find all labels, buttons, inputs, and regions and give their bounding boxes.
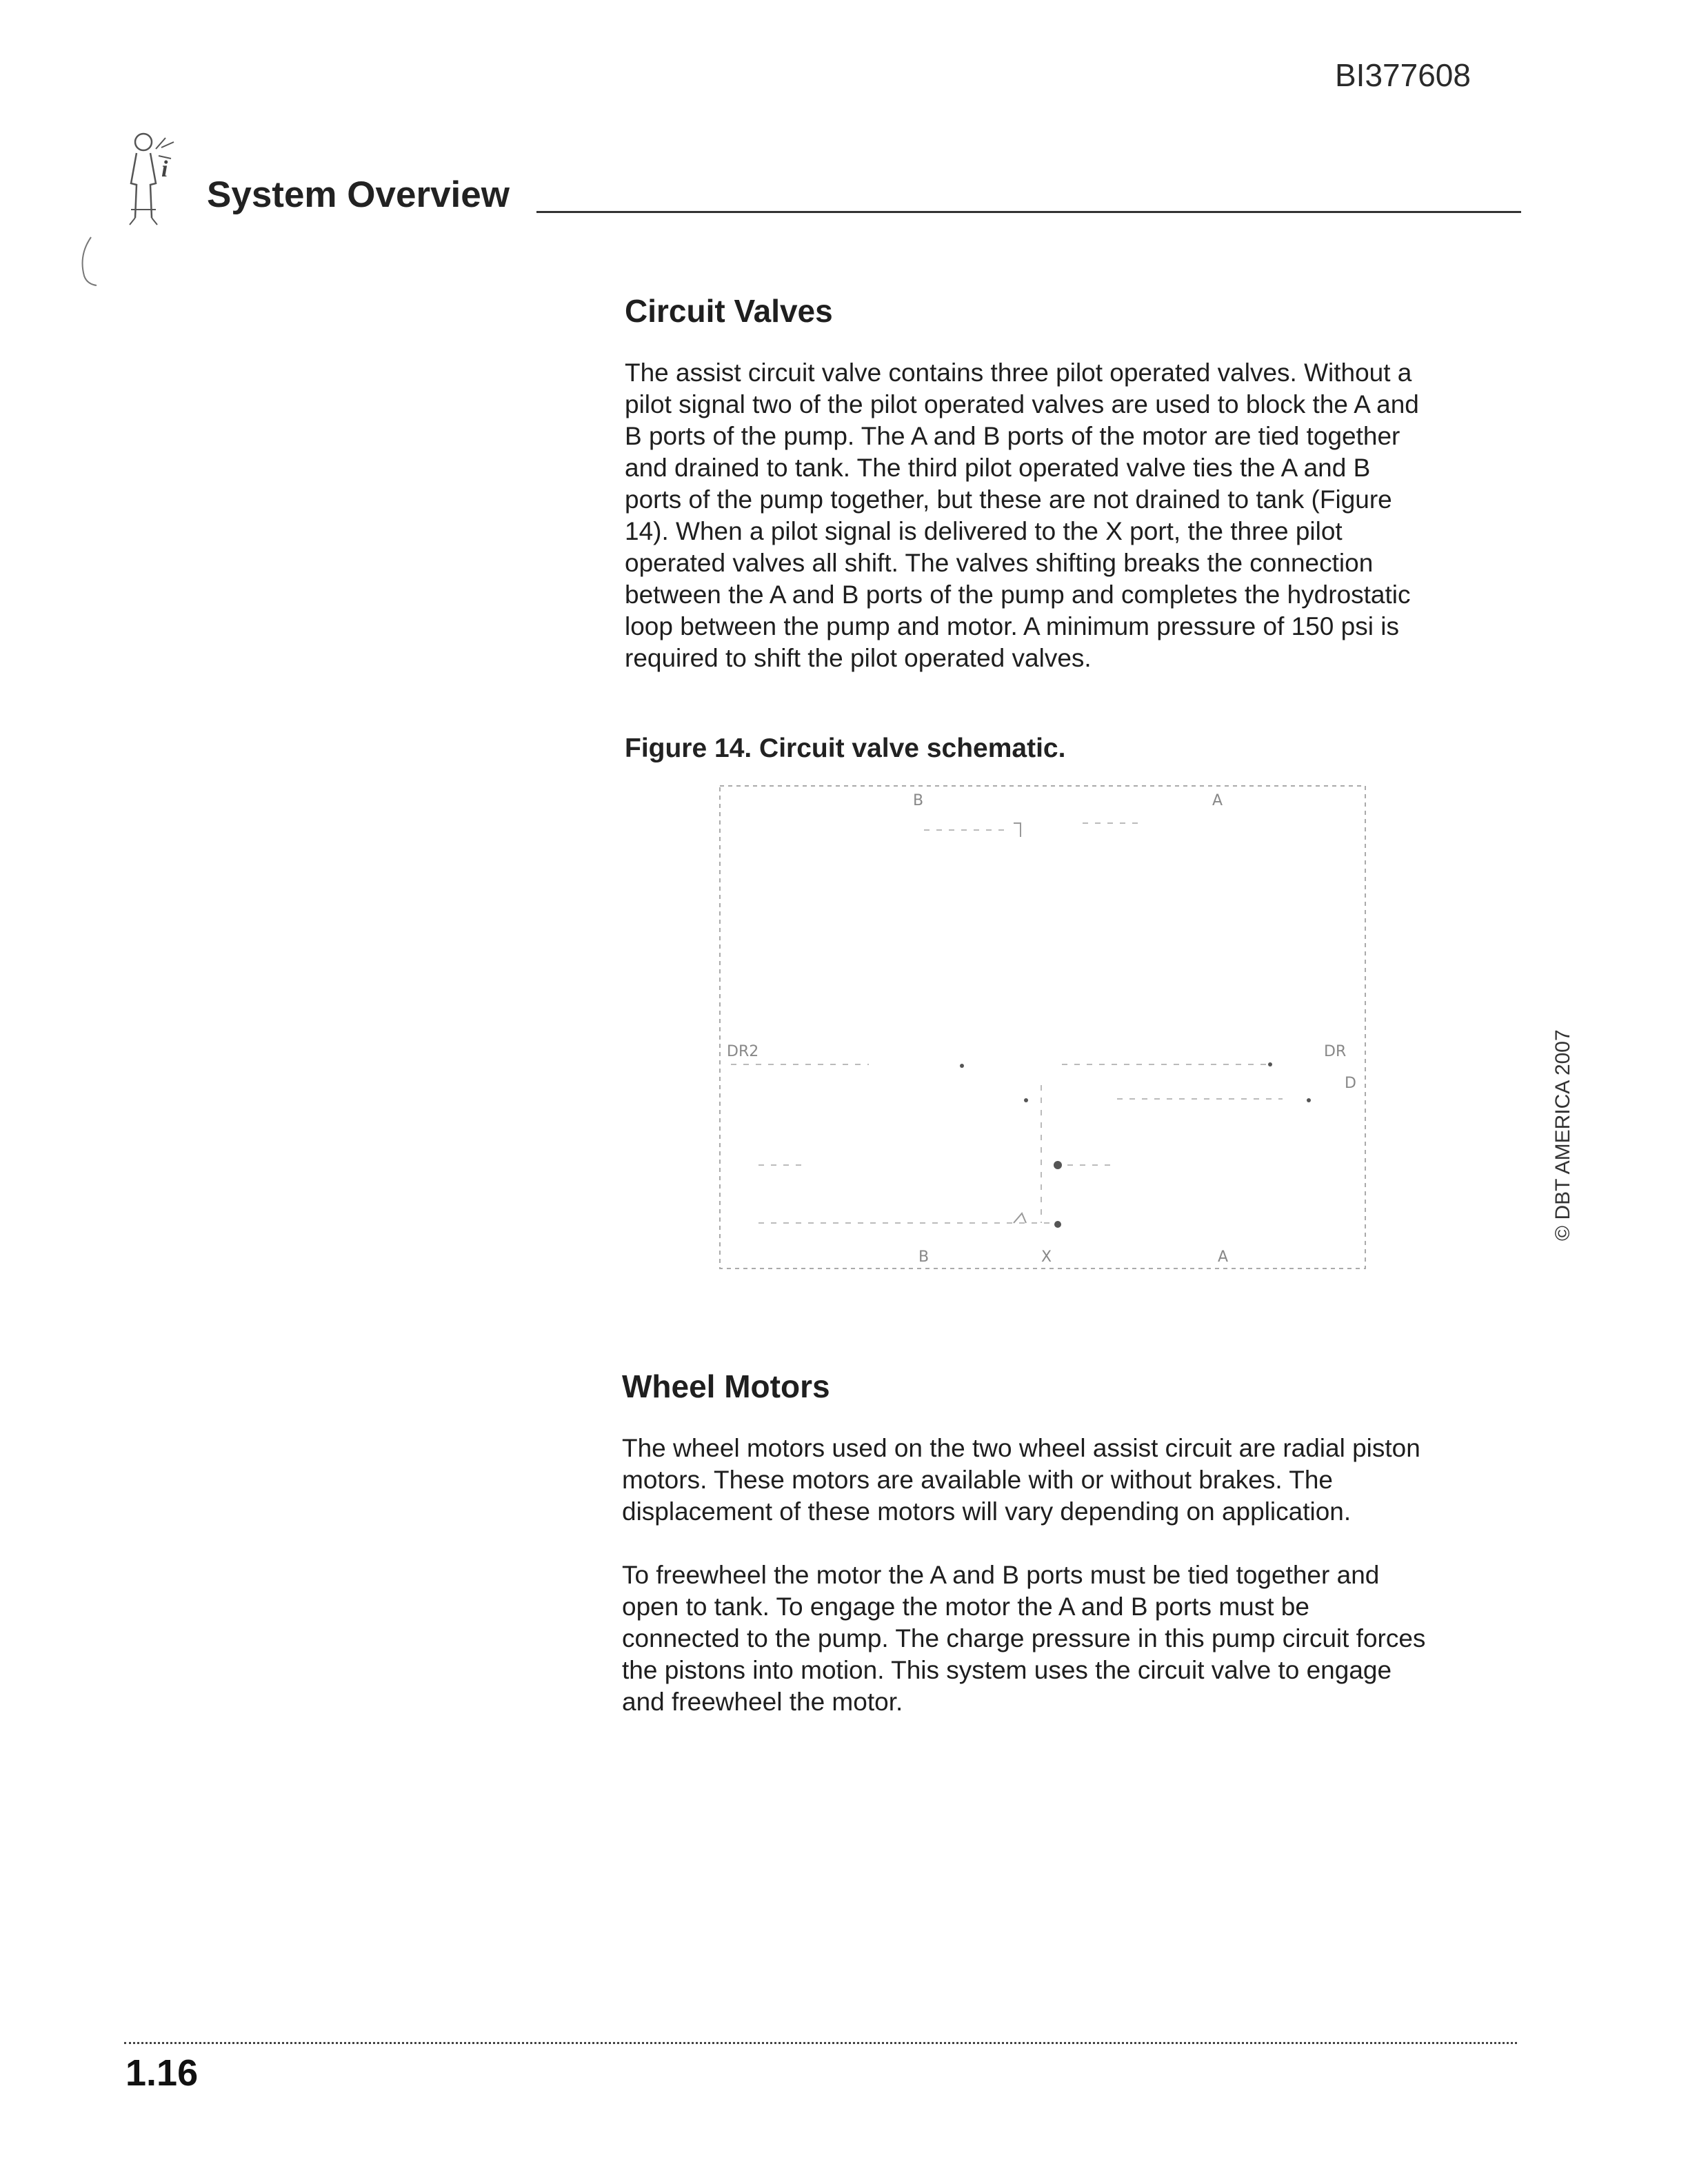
- port-label-top-a: A: [1212, 792, 1223, 809]
- page-number: 1.16: [125, 2052, 199, 2094]
- copyright-notice: © DBT AMERICA 2007: [1551, 1029, 1574, 1241]
- margin-mark: [76, 234, 103, 290]
- port-label-d: D: [1345, 1075, 1356, 1092]
- circuit-valve-schematic: [717, 782, 1369, 1273]
- figure-caption: Figure 14. Circuit valve schematic.: [625, 734, 1066, 763]
- port-label-dr2: DR2: [727, 1043, 759, 1060]
- port-label-bottom-b: B: [918, 1248, 930, 1266]
- heading-circuit-valves: Circuit Valves: [625, 293, 833, 329]
- document-id: BI377608: [1335, 57, 1471, 93]
- paragraph-wheel-motors-1: The wheel motors used on the two wheel assist circuit are radial piston motors. These motors are available with or without brakes. The displacement of these motors will vary depending on application.: [622, 1434, 1420, 1526]
- section-title: System Overview: [207, 174, 510, 215]
- svg-text:i: i: [161, 156, 168, 182]
- port-label-x: X: [1041, 1248, 1052, 1266]
- paragraph-circuit-valves: The assist circuit valve contains three pilot operated valves. Without a pilot signal two of the pilot operated valves are used to block the A and B ports of the pump. The A and B ports of the motor are tied together and drained to tank. The third pilot operated valve ties the A and B ports of the pump together, but these are not drained to tank (Figure 14). When a pilot signal is delivered to the X port, the three pilot operated valves all shift. The valves shifting breaks the connection between the A and B ports of the pump and completes the hydrostatic loop between the pump and motor. A minimum pressure of 150 psi is required to shift the pilot operated valves.: [625, 358, 1419, 672]
- heading-wheel-motors: Wheel Motors: [622, 1368, 830, 1404]
- port-label-bottom-a: A: [1218, 1248, 1229, 1266]
- paragraph-wheel-motors-2: To freewheel the motor the A and B ports must be tied together and open to tank. To engage the motor the A and B ports must be connected to the pump. The charge pressure in this pump circuit forces the pistons into motion. This system uses the circuit valve to engage and freewheel the motor.: [622, 1561, 1426, 1716]
- header-rule: [536, 211, 1521, 213]
- info-mascot-icon: [116, 128, 192, 232]
- port-label-top-b: B: [913, 792, 924, 809]
- footer-rule: [124, 2042, 1517, 2044]
- port-label-dr: DR: [1324, 1043, 1347, 1060]
